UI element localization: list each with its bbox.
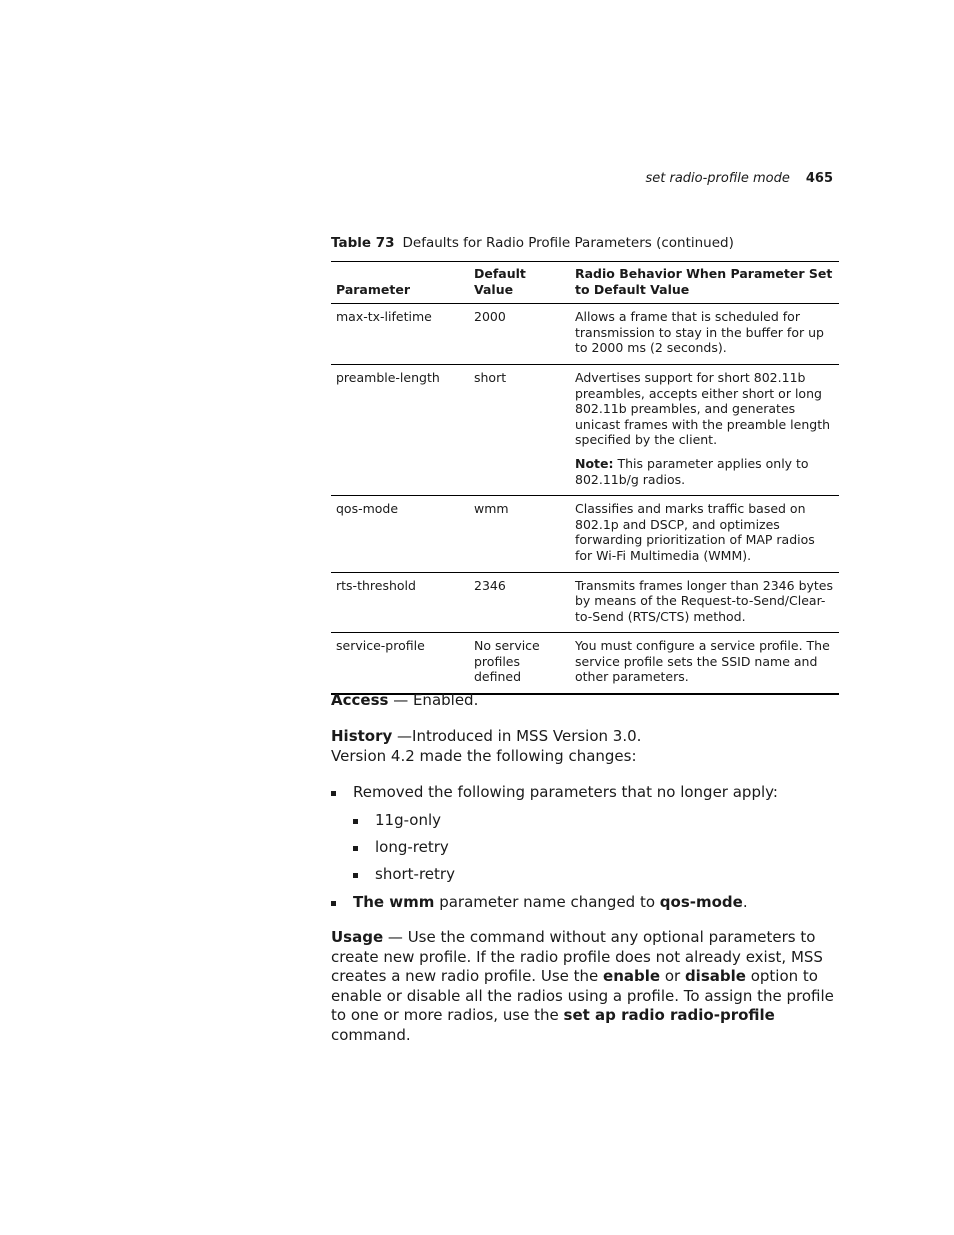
access-label: Access [331, 691, 389, 709]
bullet-text: 11g-only [375, 811, 442, 829]
history-label: History [331, 727, 393, 745]
table-header-row [331, 262, 839, 304]
table-caption [331, 235, 734, 251]
table-row [331, 364, 839, 495]
usage-text: option to enable or disable all the radios using a profile. To assign the profile to one or more radios, use the [331, 967, 834, 1025]
list-item [353, 864, 455, 884]
cell-behavior: Classifies and marks traffic based on 802.1p and DSCP, and optimizes forwarding prioritization of MAP radios for Wi-Fi Multimedia (WMM). [570, 496, 839, 572]
table-row [331, 572, 839, 633]
history-text: —Introduced in MSS Version 3.0. [392, 727, 642, 745]
running-title: set radio-profile mode [645, 171, 790, 186]
table-row [331, 496, 839, 572]
cell-default: No service profiles defined [474, 638, 540, 685]
list-item [331, 782, 778, 802]
bullet-text: Removed the following parameters that no longer apply: [353, 783, 778, 801]
bullet-icon [353, 819, 358, 824]
cell-parameter: preamble-length [331, 364, 469, 495]
table-caption-label: Table 73 [331, 235, 395, 251]
history-line2: Version 4.2 made the following changes: [331, 747, 637, 765]
list-item [353, 837, 449, 857]
behavior-text: Advertises support for short 802.11b preambles, accepts either short or long 802.11b preambles, and generates unicast frames with the preamble length specified by the client. [575, 369, 831, 448]
cell-parameter: rts-threshold [331, 572, 469, 633]
bullet-text: long-retry [375, 838, 449, 856]
note [575, 456, 834, 487]
note-text: This parameter applies only to 802.11b/g radios. [575, 455, 809, 487]
usage-command: set ap radio radio-profile [563, 1006, 775, 1025]
header-radio-behavior: Radio Behavior When Parameter Set to Default Value [570, 262, 839, 304]
cell-behavior: Allows a frame that is scheduled for transmission to stay in the buffer for up to 2000 ms (2 seconds). [570, 304, 839, 365]
note-label: Note: [575, 455, 614, 471]
header-parameter: Parameter [331, 262, 469, 304]
list-item [353, 810, 441, 830]
bullet-icon [331, 901, 336, 906]
bullet-text: parameter name changed to [434, 893, 660, 911]
list-item [331, 892, 748, 912]
bullet-icon [353, 873, 358, 878]
bullet-text: short-retry [375, 865, 455, 883]
parameters-table [331, 261, 839, 695]
usage-keyword: enable [603, 967, 661, 986]
bullet-icon [331, 791, 336, 796]
bullet-bold: The wmm [353, 893, 435, 911]
table-row [331, 633, 839, 694]
history-paragraph [331, 726, 841, 766]
cell-behavior [570, 364, 839, 495]
usage-label: Usage [331, 928, 384, 946]
page-header [645, 171, 833, 186]
header-default-value: Default Value [469, 262, 570, 304]
cell-parameter: max-tx-lifetime [331, 304, 469, 365]
cell-default: 2000 [469, 304, 570, 365]
cell-default: short [469, 364, 570, 495]
cell-behavior: Transmits frames longer than 2346 bytes by means of the Request-to-Send/Clear-to-Send (RTS/CTS) method. [570, 572, 839, 633]
usage-text: or [660, 967, 685, 986]
cell-default: wmm [469, 496, 570, 572]
table-row [331, 304, 839, 365]
usage-text: command. [331, 1025, 411, 1044]
bullet-icon [353, 846, 358, 851]
cell-default: 2346 [469, 572, 570, 633]
table-caption-text: Defaults for Radio Profile Parameters (continued) [402, 235, 734, 251]
bullet-bold: qos-mode [659, 893, 743, 911]
page-number: 465 [805, 171, 833, 186]
cell-parameter: qos-mode [331, 496, 469, 572]
usage-keyword: disable [684, 967, 746, 986]
usage-paragraph [331, 928, 843, 1046]
cell-behavior: You must configure a service profile. The service profile sets the SSID name and other parameters. [575, 638, 830, 685]
access-paragraph [331, 690, 841, 710]
access-text: — Enabled. [388, 691, 479, 709]
history-line1 [331, 726, 841, 746]
cell-parameter: service-profile [336, 638, 425, 654]
usage-text: — Use the command without any optional parameters to create new profile. If the radio profile does not already exist, MSS creates a new radio profile. Use the [331, 928, 823, 986]
bullet-end: . [742, 893, 748, 911]
